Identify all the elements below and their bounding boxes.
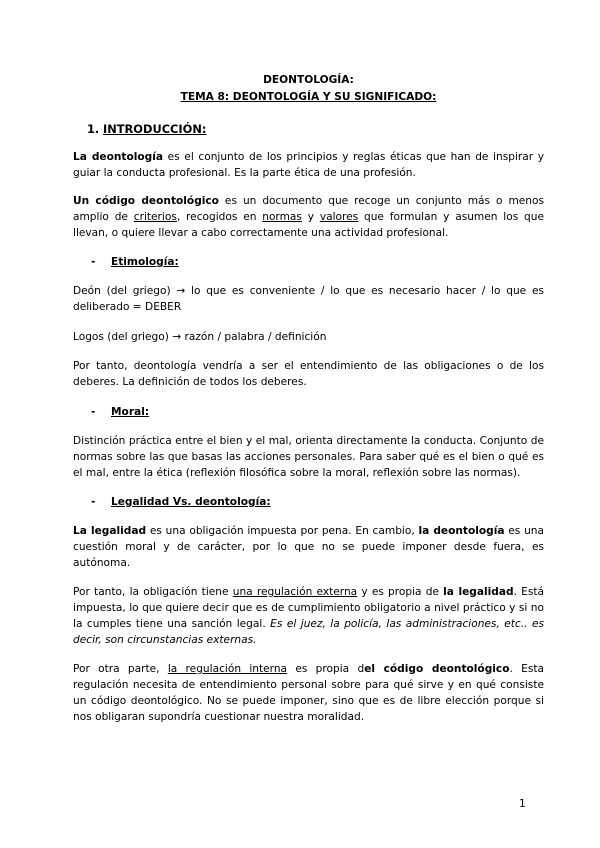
bullet-heading-etimologia [91,254,179,270]
paragraph-text: y es propia de [357,586,444,598]
bullet-heading-legalidad [91,494,271,510]
paragraph-text: . Esta regulación necesita de entendimiento personal sobre para qué sirve y en qué consiste un código deontológico. No se puede imponer, sino que es de libre elección porque si nos obligaran supondría cuestionar nuestra moralidad. [73,663,545,723]
document-subtitle: TEMA 8: DEONTOLOGÍA Y SU SIGNIFICADO: [180,91,437,103]
section-number: 1. [87,122,100,136]
bullet-label: Legalidad Vs. deontología: [111,496,271,508]
underlined-regulacion-externa: una regulación externa [232,586,358,598]
paragraph-moral-definicion: Distinción práctica entre el bien y el mal, orienta directamente la conducta. Conjunto de normas sobre las que basas las acciones personales. Para saber qué es el bien o qué es el mal, entre la ética (reflexión filosófica sobre la moral, reflexión sobre las normas). [73,435,544,479]
italic-example: Es el juez, la policía, las administraciones, etc.. es decir, son circunstancias externas. [73,618,544,646]
paragraph-logos: Logos (del griego) → razón / palabra / definición [73,331,327,343]
paragraph-text: es propia d [287,663,365,675]
paragraph-text: Por tanto, la obligación tiene [73,586,233,598]
section-label: INTRODUCCIÓN: [103,122,207,136]
term-legalidad: La legalidad [73,525,147,537]
paragraph-text: Por otra parte, [73,663,168,675]
section-heading-introduccion [87,121,206,137]
term-codigo-deontologico: el código deontológico [364,663,510,675]
paragraph-text: es una obligación impuesta por pena. En cambio, [146,525,419,537]
paragraph-deon: Deón (del griego) → lo que es conveniente / lo que es necesario hacer / lo que es deliberado = DEBER [73,285,544,313]
paragraph-legalidad-vs-deontologia [73,523,544,571]
paragraph-text: y [301,211,320,223]
underlined-normas: normas [262,211,302,223]
paragraph-text: que formulan y asumen los que llevan, o quiere llevar a cabo correctamente una actividad profesional. [73,211,544,239]
underlined-regulacion-interna: la regulación interna [167,663,288,675]
paragraph-text: es el conjunto de los principios y reglas éticas que han de inspirar y guiar la conducta profesional. Es la parte ética de una profesión. [73,151,544,179]
bullet-label: Moral: [111,406,150,418]
bullet-heading-moral [91,404,149,420]
paragraph-regulacion-externa [73,584,544,648]
bullet-label: Etimología: [111,256,179,268]
term-codigo-deontologico: Un código deontológico [73,195,219,207]
paragraph-deontologia-definicion [73,149,544,181]
paragraph-text: . Está impuesta, lo que quiere decir que es de cumplimiento obligatorio a nivel práctico y si no la cumples tiene una sanción legal. [73,586,545,630]
paragraph-regulacion-interna [73,661,544,725]
paragraph-por-tanto-deontologia: Por tanto, deontología vendría a ser el entendimiento de las obligaciones o de los deberes. La definición de todos los deberes. [73,360,544,388]
document-title: DEONTOLOGÍA: [263,74,354,86]
term-deontologia: la deontología [418,525,505,537]
bullet-dash: - [91,496,96,508]
bullet-dash: - [91,256,96,268]
underlined-valores: valores [319,211,359,223]
paragraph-codigo-deontologico [73,193,544,241]
term-deontologia: La deontología [73,151,164,163]
page-number: 1 [519,798,526,810]
term-legalidad: la legalidad [443,586,514,598]
underlined-criterios: criterios [133,211,177,223]
bullet-dash: - [91,406,96,418]
paragraph-text: , recogidos en [176,211,263,223]
paragraph-text: es una cuestión moral y de carácter, por lo que no se puede imponer desde fuera, es autónoma. [73,525,544,569]
paragraph-text: es un documento que recoge un conjunto más o menos amplio de [73,195,544,223]
